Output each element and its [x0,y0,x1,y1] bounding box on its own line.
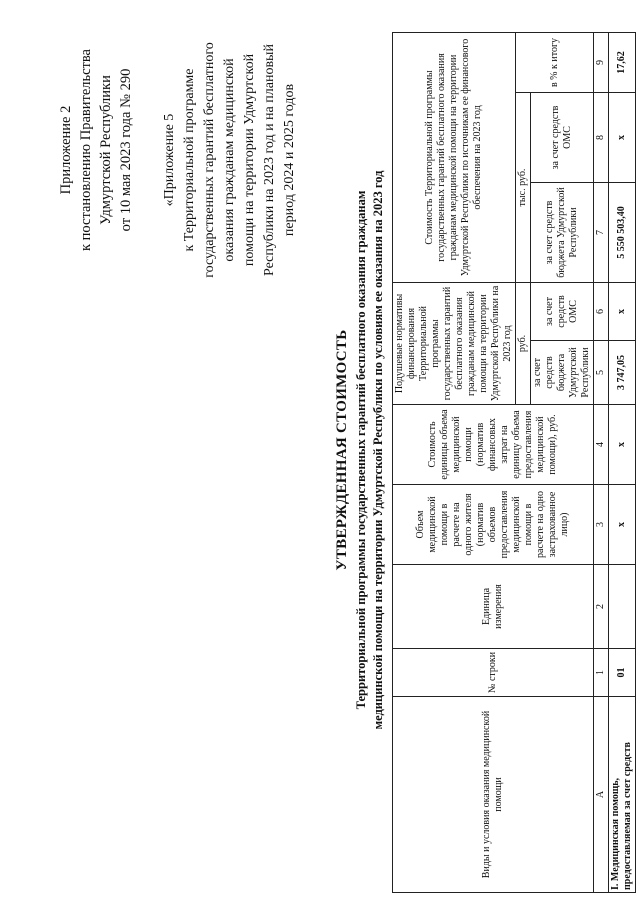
column-number: 5 [594,341,609,405]
header-budget: за счет средств бюджета Удмуртской Республики [531,183,594,283]
row-unit [609,565,636,649]
column-number: 4 [594,405,609,485]
header-oms: за счет средств ОМС [531,283,594,341]
row-number: 01 [609,649,636,697]
row-label: I. Медицинская помощь, предоставляемая за счет средств [609,697,636,893]
appendix-reference [56,35,136,265]
header-percent: в % к итогу [516,32,594,92]
column-number: 8 [594,93,609,183]
header-rub: руб. [516,283,531,405]
appendix-quote-line: «Приложение 5 [162,113,177,207]
row-percent: 17,62 [609,32,636,92]
table-row [609,32,636,892]
column-number: 9 [594,32,609,92]
row-budget-per-capita: 3 747,05 [609,341,636,405]
column-number: 6 [594,283,609,341]
cost-table [392,32,636,893]
header-oms: за счет средств ОМС [531,93,594,183]
document-subtitle: медицинской помощи на территории Удмуртской Республики по условиям ее оказания на 2023 год [371,170,385,730]
column-number: А [594,697,609,893]
appendix-quote-line: к Территориальной программе [182,68,197,252]
document-subtitle: Территориальной программы государственных гарантий бесплатного оказания гражданам [354,190,368,710]
row-oms-per-capita: x [609,283,636,341]
appendix-quote-line: государственных гарантий бесплатного [202,42,217,278]
row-budget-total: 5 550 503,40 [609,183,636,283]
appendix-line: Приложение 2 [58,105,74,195]
header-per-capita: Подушевые нормативы финансирования Территориальной программы государственных гарантий бесплатного оказания гражданам медицинской помощи на территории Удмуртской Республики на 2023 год [393,283,516,405]
appendix-line: к постановлению Правительства [78,49,94,251]
header-unit-cost: Стоимость единицы объема медицинской помощи (норматив финансовых затрат на единицу объема предоставления медицинской помощи), руб. [393,405,594,485]
header-total-cost: Стоимость Территориальной программы государственных гарантий бесплатного оказания гражданам медицинской помощи на территории Удмуртской Республики по источникам ее финансового обеспечения на 2023 год [393,32,516,282]
row-volume: x [609,485,636,565]
appendix-line: Удмуртской Республики [98,75,114,225]
header-unit: Единица измерения [393,565,594,649]
appendix-quote-line: Республики на 2023 год и на плановый [262,44,277,276]
column-number: 7 [594,183,609,283]
column-number: 2 [594,565,609,649]
appendix-quote-line: период 2024 и 2025 годов [282,83,297,237]
column-number: 1 [594,649,609,697]
header-types-of-care: Виды и условия оказания медицинской помощи [393,697,594,893]
column-number: 3 [594,485,609,565]
row-unit-cost: x [609,405,636,485]
document-title: УТВЕРЖДЕННАЯ СТОИМОСТЬ [334,329,350,571]
appendix-quote [160,15,300,305]
column-number-row [594,32,609,892]
appendix-quote-line: оказания гражданам медицинской [222,58,237,262]
appendix-quote-line: помощи на территории Удмуртской [242,53,257,267]
header-budget: за счет средств бюджета Удмуртской Республики [531,341,594,405]
appendix-line: от 10 мая 2023 года № 290 [118,68,134,232]
row-oms-total: x [609,93,636,183]
header-row-number: № строки [393,649,594,697]
table-header-row [393,32,516,892]
header-thous-rub: тыс. руб. [516,93,531,283]
header-volume: Объем медицинской помощи в расчете на одного жителя (норматив объемов предоставления медицинской помощи в расчете на одно застрахованное лицо) [393,485,594,565]
